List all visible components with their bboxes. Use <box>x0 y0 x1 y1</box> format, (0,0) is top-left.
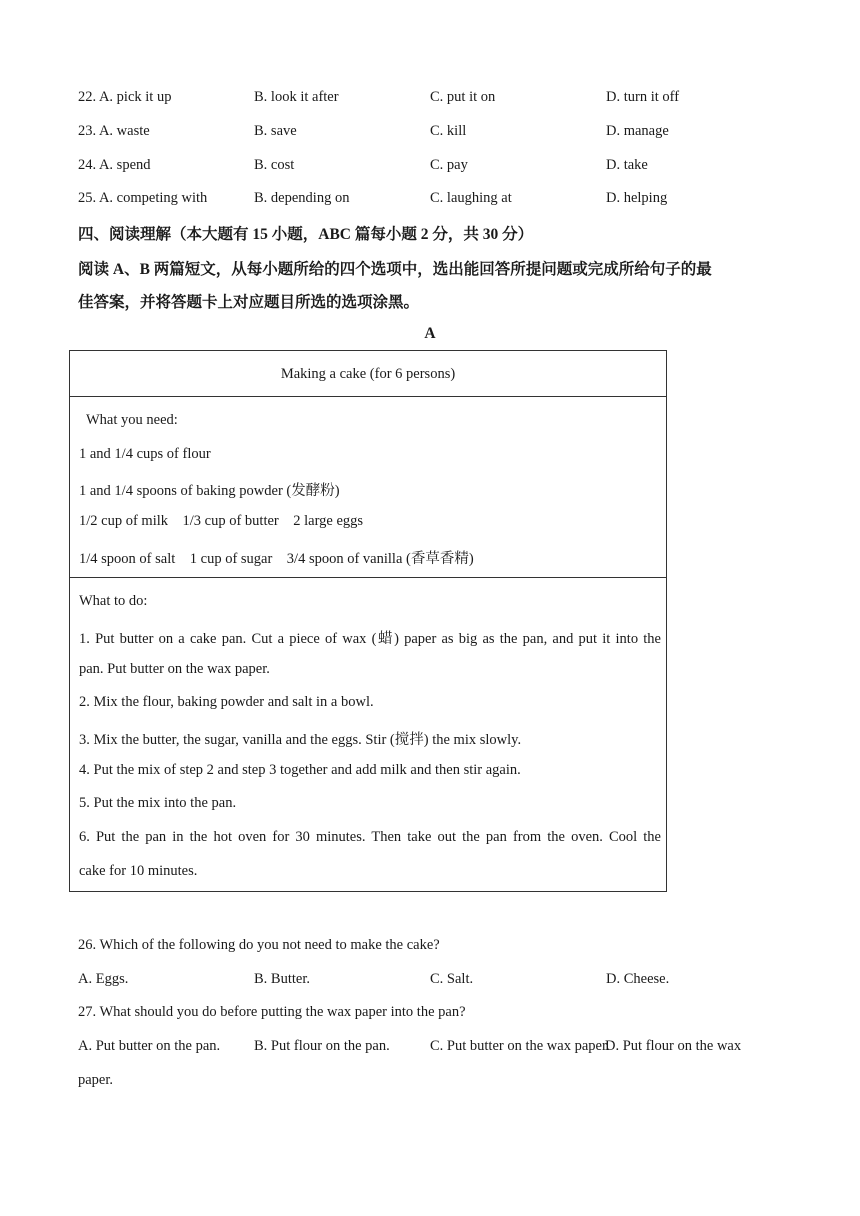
need-heading: What you need: <box>86 412 178 428</box>
recipe-title: Making a cake (for 6 persons) <box>280 366 456 382</box>
passage-label: A <box>424 325 436 342</box>
option-c: C. Salt. <box>430 971 474 987</box>
section-heading: 四、阅读理解（本大题有 15 小题，ABC 篇每小题 2 分，共 30 分） <box>78 226 534 243</box>
question-27-stem: 27. What should you do before putting the wax paper into the pan? <box>78 1004 466 1020</box>
option-d-continuation: paper. <box>78 1072 114 1088</box>
option-d: D. Cheese. <box>606 971 670 987</box>
question-23-options <box>78 123 798 143</box>
section-instruction-line1: 阅读 A、B 两篇短文，从每小题所给的四个选项中，选出能回答所提问题或完成所给句子的最 <box>78 261 712 278</box>
option-c: C. laughing at <box>430 190 512 206</box>
option-a: 25. A. competing with <box>78 190 208 206</box>
step-line: 1. Put butter on a cake pan. Cut a piece of wax (蜡) paper as big as the pan, and put it into the <box>79 631 661 647</box>
step-line: 3. Mix the butter, the sugar, vanilla and the eggs. Stir (搅拌) the mix slowly. <box>79 732 522 748</box>
option-a: 24. A. spend <box>78 157 151 173</box>
option-a: 22. A. pick it up <box>78 89 172 105</box>
option-b: B. depending on <box>254 190 350 206</box>
option-c: C. pay <box>430 157 468 173</box>
step-line: cake for 10 minutes. <box>79 863 198 879</box>
ingredient-line: 1 and 1/4 spoons of baking powder (发酵粉) <box>79 483 340 499</box>
step-line: pan. Put butter on the wax paper. <box>79 661 270 677</box>
option-a: 23. A. waste <box>78 123 150 139</box>
option-d: D. manage <box>606 123 669 139</box>
option-b: B. Put flour on the pan. <box>254 1038 390 1054</box>
step-line: 4. Put the mix of step 2 and step 3 together and add milk and then stir again. <box>79 762 521 778</box>
step-line: 2. Mix the flour, baking powder and salt in a bowl. <box>79 694 374 710</box>
option-c: C. put it on <box>430 89 496 105</box>
question-26-options <box>78 971 798 991</box>
step-line: 5. Put the mix into the pan. <box>79 795 237 811</box>
question-27-options <box>78 1038 798 1058</box>
ingredient-line: 1 and 1/4 cups of flour <box>79 446 211 462</box>
ingredient-line: 1/4 spoon of salt 1 cup of sugar 3/4 spoon of vanilla (香草香精) <box>79 551 474 567</box>
do-heading: What to do: <box>79 593 148 609</box>
section-instruction-line2: 佳答案，并将答题卡上对应题目所选的选项涂黑。 <box>78 294 420 311</box>
table-divider <box>70 396 666 397</box>
option-c: C. Put butter on the wax paper. <box>430 1038 610 1054</box>
question-26-stem: 26. Which of the following do you not need to make the cake? <box>78 937 440 953</box>
option-a: A. Put butter on the pan. <box>78 1038 221 1054</box>
option-c: C. kill <box>430 123 467 139</box>
option-d: D. turn it off <box>606 89 680 105</box>
option-d: D. take <box>606 157 648 173</box>
option-b: B. look it after <box>254 89 339 105</box>
option-b: B. cost <box>254 157 295 173</box>
step-line: 6. Put the pan in the hot oven for 30 minutes. Then take out the pan from the oven. Cool the <box>79 829 661 845</box>
option-a: A. Eggs. <box>78 971 129 987</box>
question-24-options <box>78 157 798 177</box>
question-22-options <box>78 89 798 109</box>
option-b: B. Butter. <box>254 971 310 987</box>
option-d: D. helping <box>606 190 668 206</box>
option-d: D. Put flour on the wax <box>605 1038 742 1054</box>
table-divider <box>70 577 666 578</box>
recipe-table <box>69 350 667 892</box>
question-25-options <box>78 190 798 210</box>
option-b: B. save <box>254 123 297 139</box>
ingredient-line: 1/2 cup of milk 1/3 cup of butter 2 large eggs <box>79 513 364 529</box>
